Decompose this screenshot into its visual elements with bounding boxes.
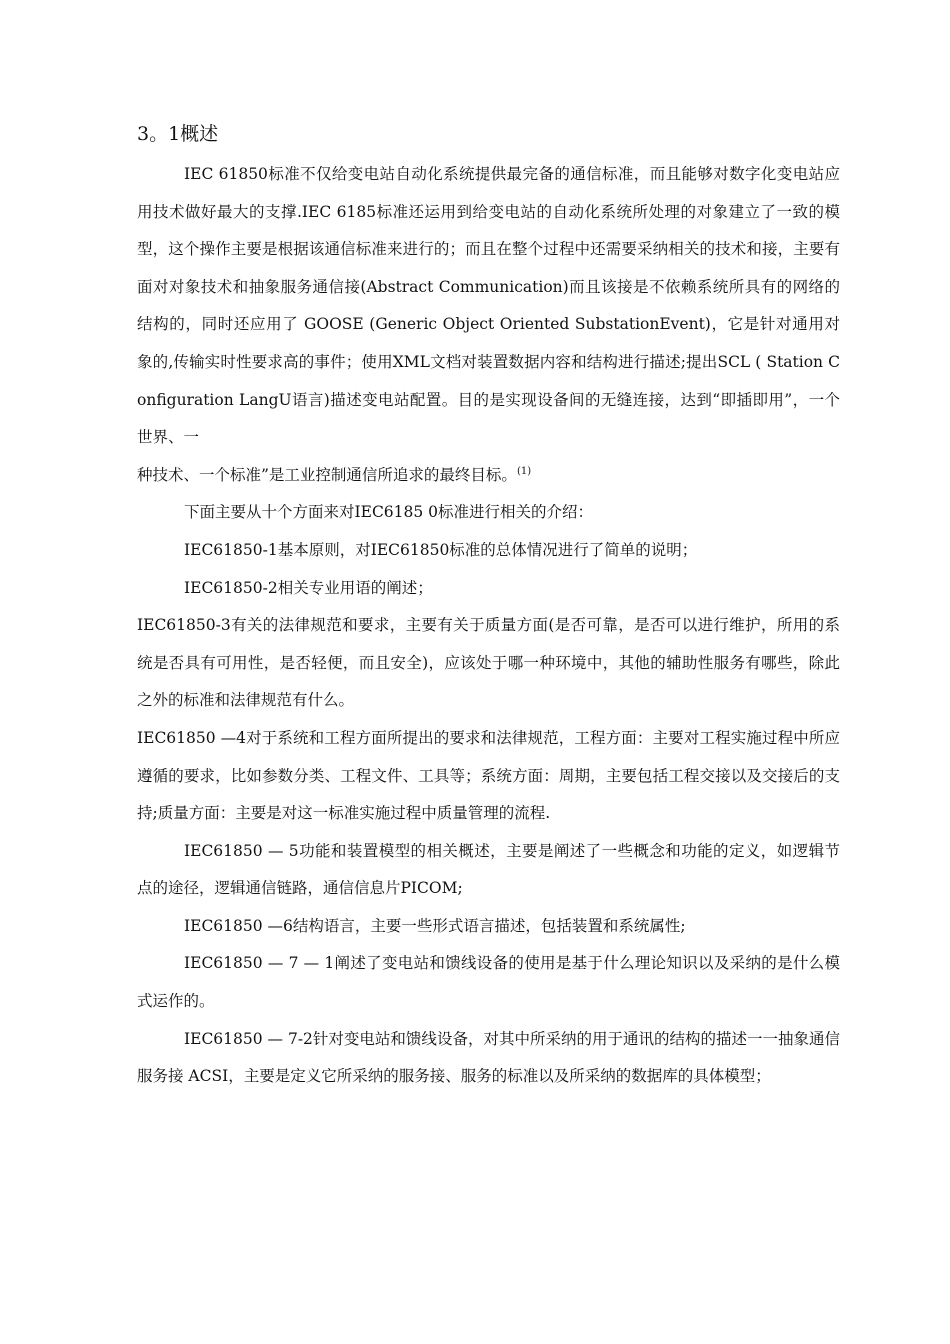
- part-paragraph: IEC61850 —4对于系统和工程方面所提出的要求和法律规范，工程方面：主要对工程实施过程中所应遵循的要求，比如参数分类、工程文件、工具等；系统方面：周期，主要包括工程交接以及交接后的支持;质量方面：主要是对这一标准实施过程中质量管理的流程.: [137, 728, 840, 823]
- document-page: [137, 118, 840, 1096]
- intro-continuation-text: 种技术、一个标准”是工业控制通信所追求的最终目标。: [137, 465, 517, 484]
- part-paragraph: IEC61850-1基本原则，对IEC61850标准的总体情况进行了简单的说明；: [184, 540, 698, 559]
- part-paragraph: IEC61850-2相关专业用语的阐述；: [184, 578, 433, 597]
- intro-paragraph-continuation: [137, 457, 840, 495]
- citation-marker: (1): [516, 465, 532, 477]
- part-paragraph: IEC61850 — 7 — 1阐述了变电站和馈线设备的使用是基于什么理论知识以及采纳的是什么模式运作的。: [137, 954, 840, 1011]
- part-paragraph: IEC61850 — 7-2针对变电站和馈线设备，对其中所采纳的用于通讯的结构的描述一一抽象通信服务接 ACSI，主要是定义它所采纳的服务接、服务的标准以及所采纳的数据库的具体模型；: [137, 1029, 840, 1086]
- part-paragraph: IEC61850 —6结构语言，主要一些形式语言描述，包括装置和系统属性;: [184, 916, 686, 935]
- part-paragraph: IEC61850-3有关的法律规范和要求，主要有关于质量方面(是否可靠，是否可以进行维护，所用的系统是否具有可用性，是否轻便，而且安全)，应该处于哪一种环境中，其他的辅助性服务有哪些，除此之外的标准和法律规范有什么。: [137, 616, 840, 710]
- part-paragraph: IEC61850 — 5功能和装置模型的相关概述，主要是阐述了一些概念和功能的定义，如逻辑节点的途径，逻辑通信链路，通信信息片PICOM;: [137, 841, 840, 898]
- intro-paragraph: IEC 61850标准不仅给变电站自动化系统提供最完备的通信标准，而且能够对数字化变电站应用技术做好最大的支撑.IEC 6185标准还运用到给变电站的自动化系统所处理的对象建立了一致的模型，这个操作主要是根据该通信标准来进行的；而且在整个过程中还需要采纳相关的技术和接，主要有面对对象技术和抽象服务通信接(Abstract Communication)而且该接是不依赖系统所具有的网络的结构的，同时还应用了 GOOSE (Generic Object Oriented SubstationEvent)，它是针对通用对象的,传输实时性要求高的事件；使用XML文档对装置数据内容和结构进行描述;提出SCL ( Station Configuration LangU语言)描述变电站配置。目的是实现设备间的无缝连接，达到“即插即用”，一个世界、一: [137, 165, 840, 447]
- parts-list: [137, 532, 840, 1096]
- lead-paragraph: 下面主要从十个方面来对IEC6185 0标准进行相关的介绍：: [184, 503, 594, 522]
- section-heading: 3。1概述: [137, 123, 219, 145]
